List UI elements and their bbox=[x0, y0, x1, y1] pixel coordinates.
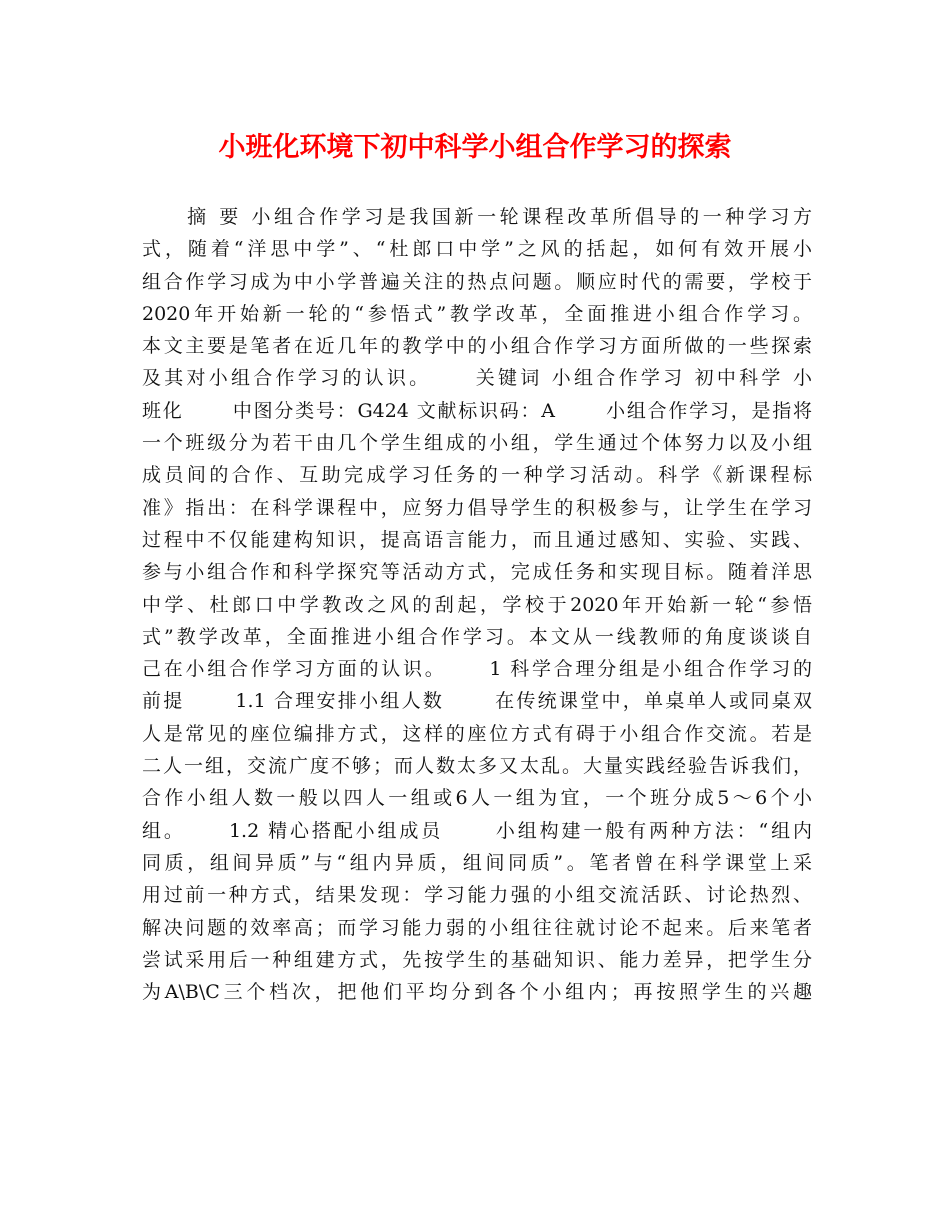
body-line: 前提 1.1 合理安排小组人数 在传统课堂中，单桌单人或同桌双 bbox=[142, 690, 812, 713]
body-line: 班化 中图分类号：G424 文献标识码：A 小组合作学习，是指将 bbox=[142, 399, 812, 422]
body-line: 组。 1.2 精心搭配小组成员 小组构建一般有两种方法：“组内 bbox=[142, 819, 812, 842]
body-line: 合作小组人数一般以四人一组或6人一组为宜，一个班分成5～6个小 bbox=[142, 787, 812, 810]
body-line: 一个班级分为若干由几个学生组成的小组，学生通过个体努力以及小组 bbox=[142, 432, 812, 455]
document-body bbox=[142, 201, 812, 1008]
document-title: 小班化环境下初中科学小组合作学习的探索 bbox=[218, 132, 732, 163]
body-line: 为A\B\C三个档次，把他们平均分到各个小组内；再按照学生的兴趣 bbox=[142, 981, 812, 1004]
body-line: 过程中不仅能建构知识，提高语言能力，而且通过感知、实验、实践、 bbox=[142, 528, 812, 551]
body-line: 及其对小组合作学习的认识。 关键词 小组合作学习 初中科学 小 bbox=[142, 367, 812, 390]
body-line: 摘 要 小组合作学习是我国新一轮课程改革所倡导的一种学习方 bbox=[142, 206, 812, 228]
body-line: 人是常见的座位编排方式，这样的座位方式有碍于小组合作交流。若是 bbox=[142, 722, 812, 745]
body-line: 己在小组合作学习方面的认识。 1 科学合理分组是小组合作学习的 bbox=[142, 658, 812, 681]
body-line: 准》指出：在科学课程中，应努力倡导学生的积极参与，让学生在学习 bbox=[142, 496, 812, 519]
body-line: 组合作学习成为中小学普遍关注的热点问题。顺应时代的需要，学校于 bbox=[142, 270, 812, 293]
body-line: 式，随着“洋思中学”、“杜郎口中学”之风的括起，如何有效开展小 bbox=[142, 238, 812, 261]
body-line: 成员间的合作、互助完成学习任务的一种学习活动。科学《新课程标 bbox=[142, 464, 812, 487]
body-line: 中学、杜郎口中学教改之风的刮起，学校于2020年开始新一轮“参悟 bbox=[142, 593, 812, 616]
body-line: 二人一组，交流广度不够；而人数太多又太乱。大量实践经验告诉我们， bbox=[142, 755, 812, 778]
body-line: 用过前一种方式，结果发现：学习能力强的小组交流活跃、讨论热烈、 bbox=[142, 884, 812, 907]
body-line: 本文主要是笔者在近几年的教学中的小组合作学习方面所做的一些探索 bbox=[142, 335, 812, 358]
body-line: 式”教学改革，全面推进小组合作学习。本文从一线教师的角度谈谈自 bbox=[142, 625, 812, 648]
body-line: 2020年开始新一轮的“参悟式”教学改革，全面推进小组合作学习。 bbox=[142, 302, 812, 325]
body-line: 参与小组合作和科学探究等活动方式，完成任务和实现目标。随着洋思 bbox=[142, 561, 812, 584]
body-line: 解决问题的效率高；而学习能力弱的小组往往就讨论不起来。后来笔者 bbox=[142, 916, 812, 939]
body-line: 同质，组间异质”与“组内异质，组间同质”。笔者曾在科学课堂上采 bbox=[142, 851, 812, 874]
body-line: 尝试采用后一种组建方式，先按学生的基础知识、能力差异，把学生分 bbox=[142, 948, 812, 971]
